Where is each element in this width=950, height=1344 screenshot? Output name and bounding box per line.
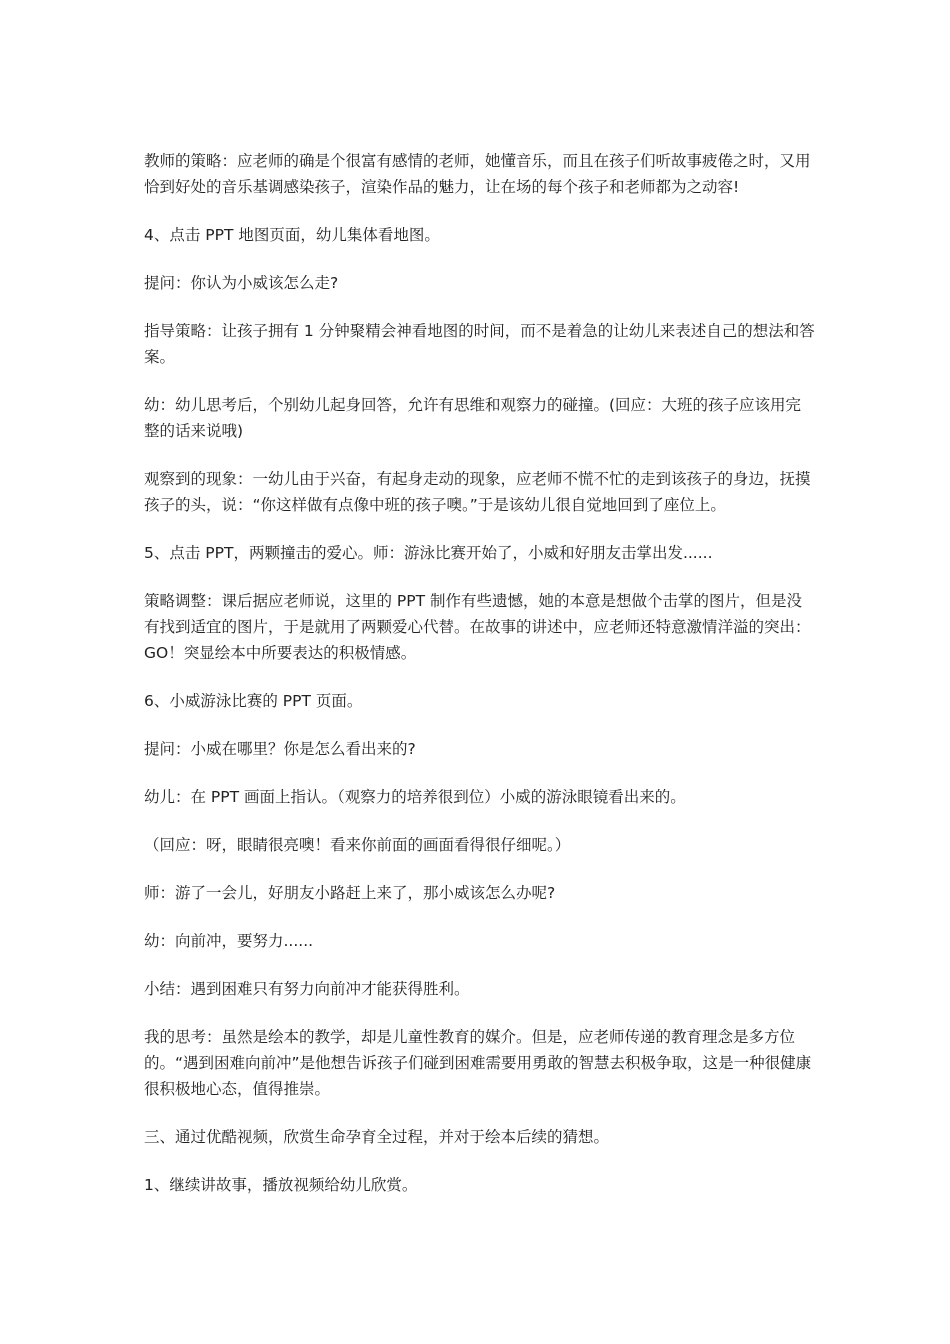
- paragraph-my-reflection: 我的思考：虽然是绘本的教学，却是儿童性教育的媒介。但是，应老师传递的教育理念是多方位的。“遇到困难向前冲”是他想告诉孩子们碰到困难需要用勇敢的智慧去积极争取，这是一种很健康很积极地心态，值得推崇。: [144, 1028, 812, 1098]
- paragraph-step-6: 6、小威游泳比赛的 PPT 页面。: [144, 692, 363, 710]
- paragraph-child-points: 幼儿：在 PPT 画面上指认。（观察力的培养很到位）小威的游泳眼镜看出来的。: [144, 788, 686, 806]
- paragraph-question-route: 提问：你认为小威该怎么走?: [144, 274, 339, 292]
- paragraph-step-1: 1、继续讲故事，播放视频给幼儿欣赏。: [144, 1176, 418, 1194]
- paragraph-child-answer: 幼：向前冲，要努力......: [144, 932, 314, 950]
- paragraph-teacher-strategy: 教师的策略：应老师的确是个很富有感情的老师，她懂音乐，而且在孩子们听故事疲倦之时，又用恰到好处的音乐基调感染孩子，渲染作品的魅力，让在场的每个孩子和老师都为之动容!: [144, 152, 811, 196]
- paragraph-step-5: 5、点击 PPT，两颗撞击的爱心。师：游泳比赛开始了，小威和好朋友击掌出发......: [144, 544, 713, 562]
- paragraph-teacher-question: 师：游了一会儿，好朋友小路赶上来了，那小威该怎么办呢?: [144, 884, 556, 902]
- paragraph-strategy-adjustment: 策略调整：课后据应老师说，这里的 PPT 制作有些遗憾，她的本意是想做个击掌的图片，但是没有找到适宜的图片，于是就用了两颗爱心代替。在故事的讲述中，应老师还特意激情洋溢的突出：GO！突显绘本中所要表达的积极情感。: [144, 592, 811, 662]
- paragraph-teacher-reply: （回应：呀，眼睛很亮噢！看来你前面的画面看得很仔细呢。）: [144, 836, 571, 854]
- paragraph-child-response: 幼：幼儿思考后，个别幼儿起身回答，允许有思维和观察力的碰撞。(回应：大班的孩子应该用完整的话来说哦): [144, 396, 802, 440]
- paragraph-observation: 观察到的现象：一幼儿由于兴奋，有起身走动的现象，应老师不慌不忙的走到该孩子的身边，抚摸孩子的头，说：“你这样做有点像中班的孩子噢。”于是该幼儿很自觉地回到了座位上。: [144, 470, 811, 514]
- paragraph-question-where: 提问：小威在哪里？你是怎么看出来的?: [144, 740, 416, 758]
- paragraph-guidance-strategy: 指导策略：让孩子拥有 1 分钟聚精会神看地图的时间，而不是着急的让幼儿来表述自己的想法和答案。: [144, 322, 815, 366]
- paragraph-summary: 小结：遇到困难只有努力向前冲才能获得胜利。: [144, 980, 470, 998]
- paragraph-step-4: 4、点击 PPT 地图页面，幼儿集体看地图。: [144, 226, 440, 244]
- paragraph-section-3: 三、通过优酷视频，欣赏生命孕育全过程，并对于绘本后续的猜想。: [144, 1128, 610, 1146]
- document-page: [144, 148, 816, 1220]
